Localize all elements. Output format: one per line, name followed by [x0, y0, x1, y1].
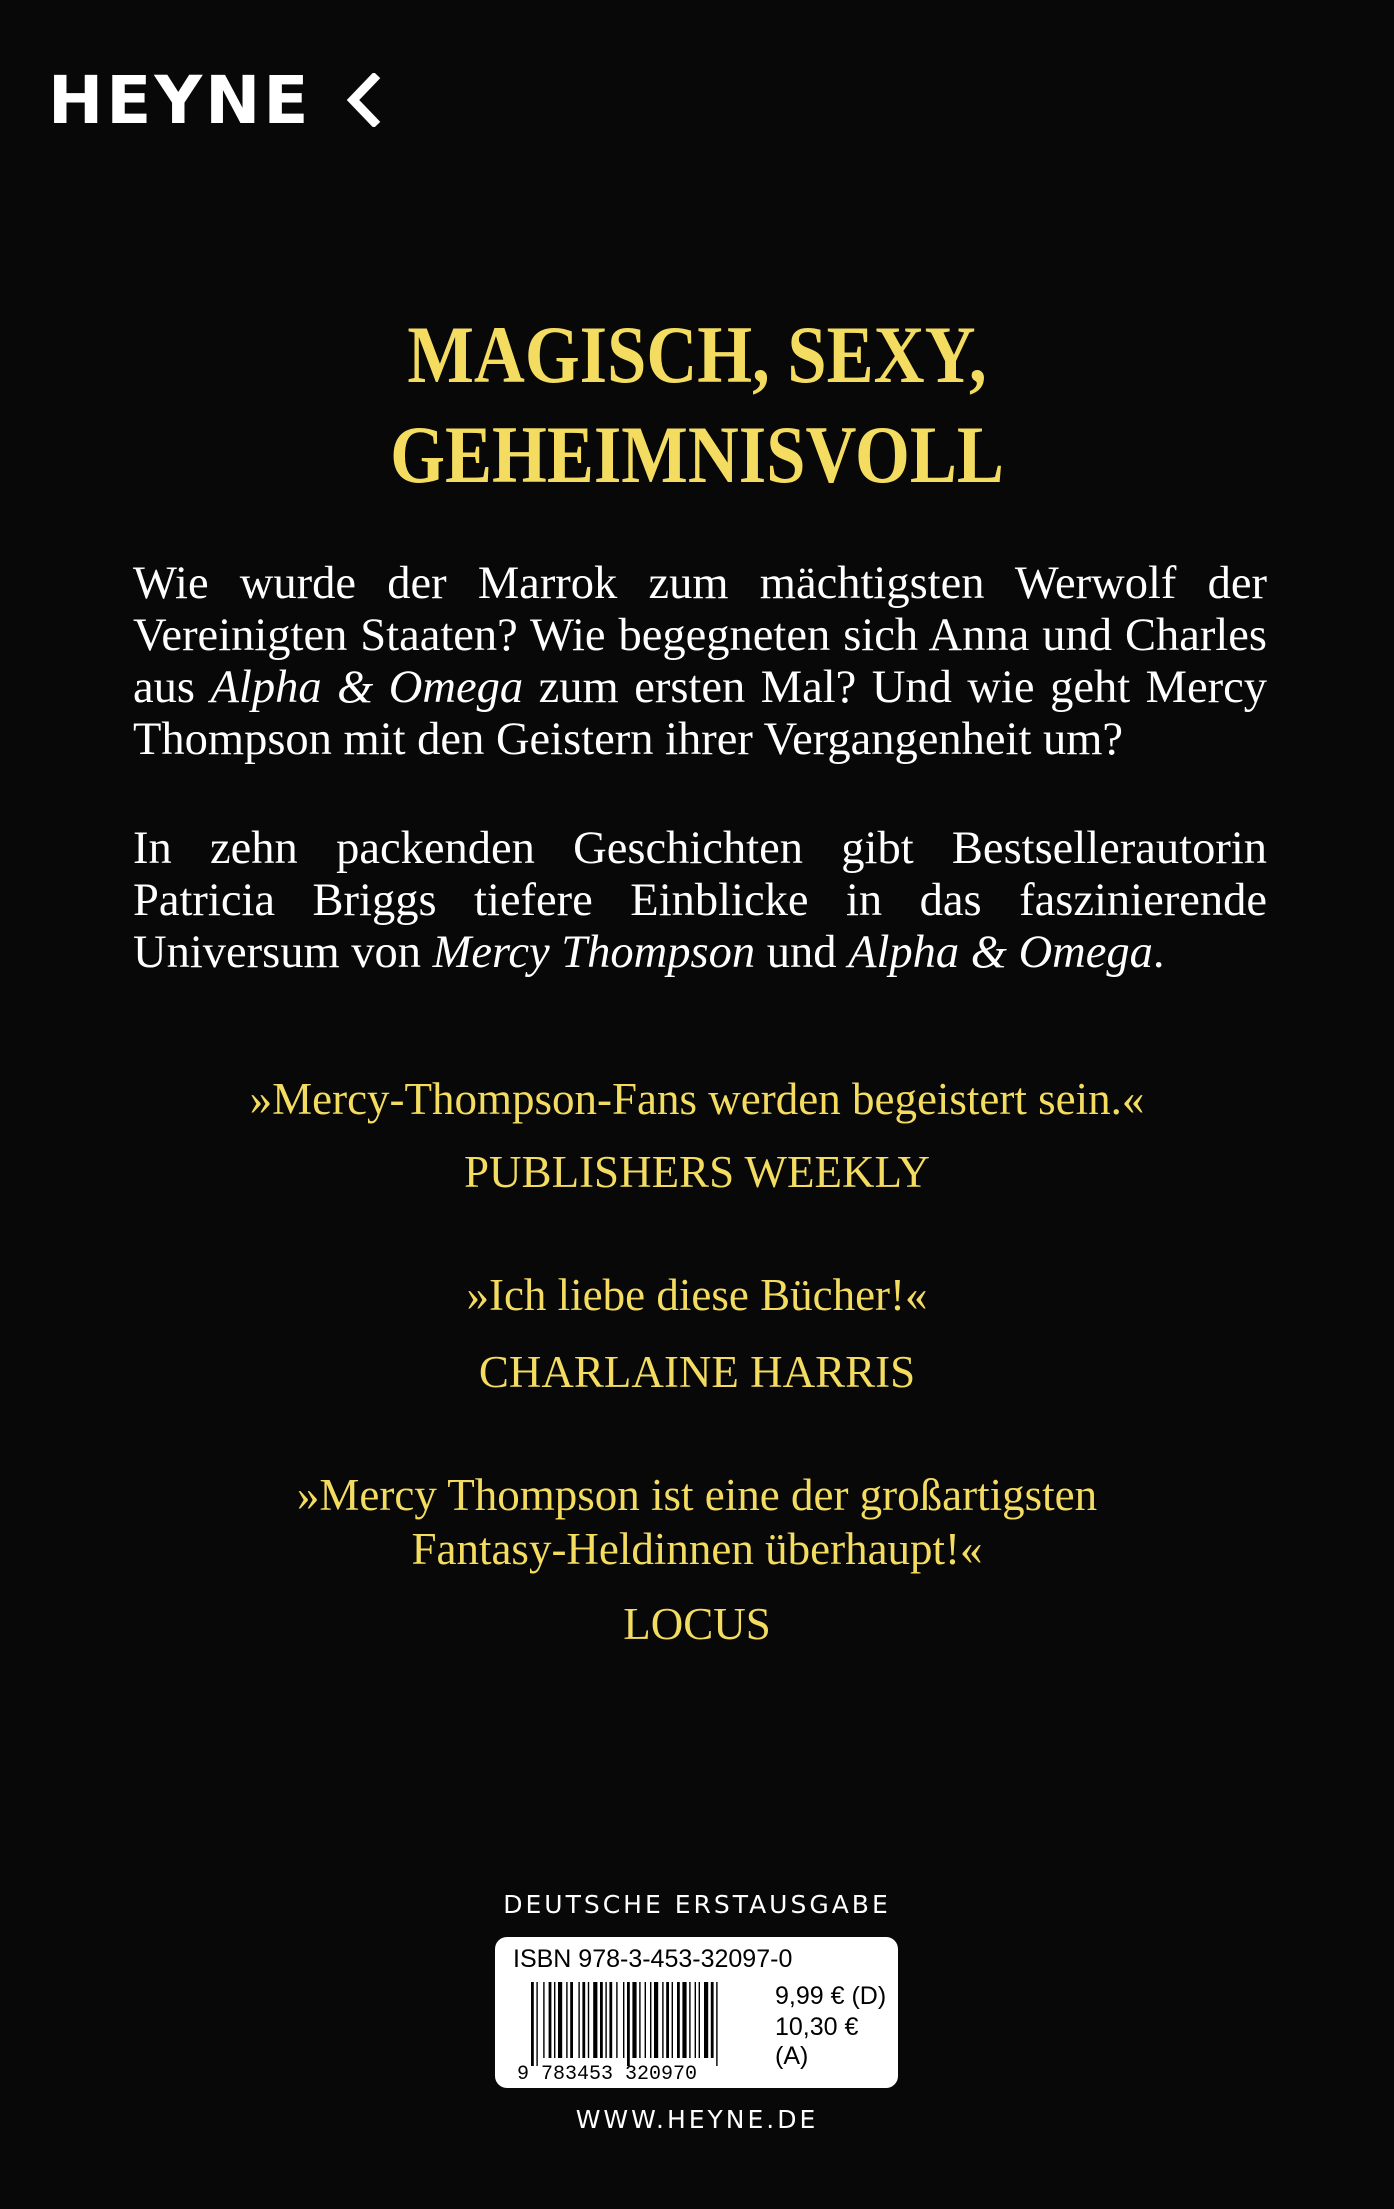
quote-3: [0, 1468, 1394, 1576]
barcode-digits: 9 783453 320970: [517, 2063, 698, 2082]
blurb-paragraph-1: [133, 558, 1267, 766]
imprint-note: DEUTSCHE ERSTAUSGABE: [503, 1890, 891, 1919]
price-austria: 10,30 € (A): [775, 2013, 859, 2070]
isbn-text: ISBN 978-3-453-32097-0: [513, 1945, 793, 1973]
series-title-mercy-thompson: Mercy Thompson: [432, 927, 756, 978]
website: WWW.HEYNE.DE: [575, 2105, 819, 2134]
blurb-2-connector: und: [755, 927, 849, 978]
quote-3-source: LOCUS: [623, 1599, 771, 1649]
barcode-image: [517, 1982, 767, 2082]
headline-line-1: MAGISCH, SEXY,: [407, 309, 987, 400]
price-germany: 9,99 € (D): [775, 1982, 887, 2010]
publisher-logo-text: HEYNE: [48, 62, 312, 139]
blurb-2-period: .: [1152, 927, 1165, 978]
headline-line-2: GEHEIMNISVOLL: [390, 409, 1004, 500]
quote-2: »Ich liebe diese Bücher!«: [466, 1270, 928, 1320]
barcode-label: [495, 1937, 898, 2088]
chevron-left-icon: [345, 73, 385, 127]
quote-3-line-2: Fantasy-Heldinnen überhaupt!«: [411, 1524, 983, 1574]
blurb-1-text: Wie wurde der Marrok zum mächtigsten Werwolf der Vereinigten Staaten? Wie begegneten sich Anna und Charles aus: [133, 558, 1267, 713]
series-title-alpha-omega: Alpha & Omega: [210, 662, 524, 713]
series-title-alpha-omega-2: Alpha & Omega: [848, 927, 1153, 978]
headline: [98, 305, 1297, 505]
blurb-paragraph-2: [133, 823, 1267, 979]
quote-3-line-1: »Mercy Thompson ist eine der großartigsten: [296, 1470, 1098, 1520]
publisher-logo: [48, 62, 385, 139]
blurb-2-text: In zehn packenden Geschichten gibt Bestsellerautorin Patricia Briggs tiefere Einblicke in das faszinierende Universum von: [133, 823, 1267, 978]
quote-1: »Mercy-Thompson-Fans werden begeistert sein.«: [249, 1074, 1145, 1124]
quote-1-source: PUBLISHERS WEEKLY: [464, 1147, 930, 1197]
blurb-1-text-end: zum ersten Mal? Und wie geht Mercy Thompson mit den Geistern ihrer Vergangenheit um?: [133, 662, 1268, 765]
quote-2-source: CHARLAINE HARRIS: [478, 1347, 916, 1397]
